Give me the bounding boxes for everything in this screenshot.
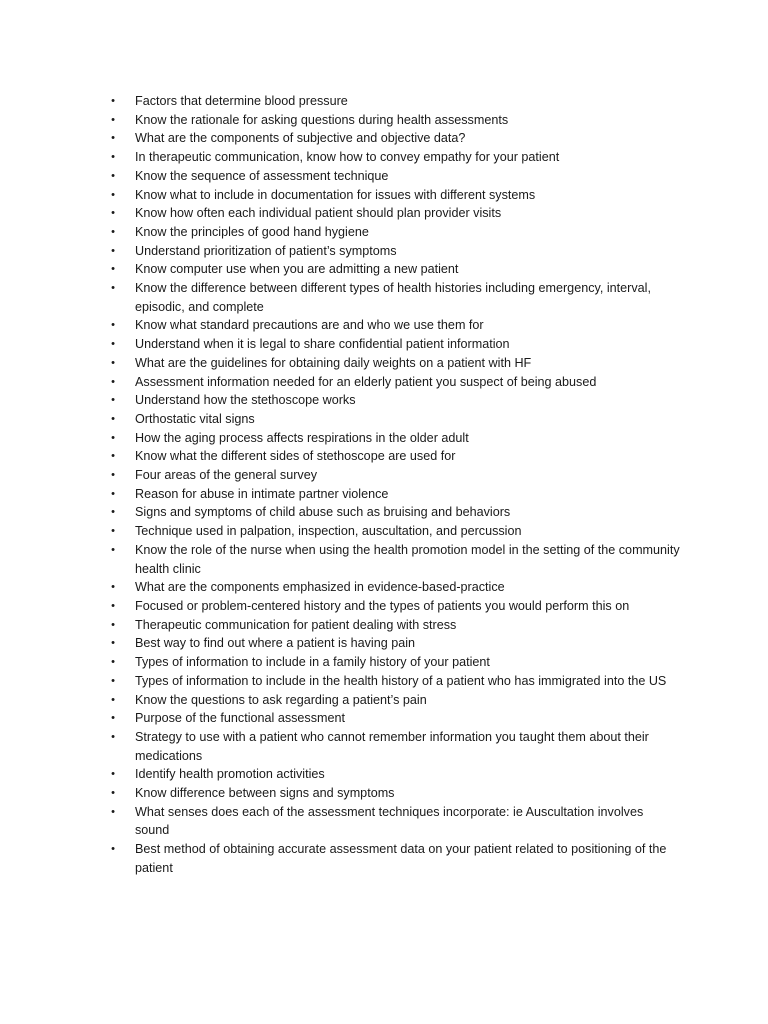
bullet-icon: • (111, 375, 115, 388)
list-item-text: Know the principles of good hand hygiene (135, 224, 369, 239)
list-item (108, 391, 680, 410)
bullet-icon: • (111, 674, 115, 687)
list-item (108, 803, 680, 840)
bullet-icon: • (111, 487, 115, 500)
list-item-text: Types of information to include in a family history of your patient (135, 655, 490, 670)
bullet-icon: • (111, 338, 115, 351)
bullet-icon: • (111, 450, 115, 463)
list-item (108, 223, 680, 242)
list-item (108, 597, 680, 616)
list-item-text: Know what to include in documentation for issues with different systems (135, 187, 536, 202)
list-item (108, 634, 680, 653)
bullet-icon: • (111, 319, 115, 332)
list-item-text: What are the components of subjective and objective data? (135, 131, 466, 146)
list-item (108, 522, 680, 541)
list-item-text: Orthostatic vital signs (135, 411, 255, 426)
list-item-text: Understand prioritization of patient’s symptoms (135, 243, 397, 258)
list-item (108, 503, 680, 522)
bullet-icon: • (111, 637, 115, 650)
list-item (108, 709, 680, 728)
list-item-text: Know the sequence of assessment technique (135, 168, 389, 183)
list-item (108, 204, 680, 223)
list-item (108, 653, 680, 672)
bullet-icon: • (111, 599, 115, 612)
bullet-icon: • (111, 843, 115, 856)
bullet-icon: • (111, 469, 115, 482)
bullet-icon: • (111, 169, 115, 182)
bullet-icon: • (111, 244, 115, 257)
list-item (108, 466, 680, 485)
bullet-icon: • (111, 581, 115, 594)
bullet-icon: • (111, 132, 115, 145)
bullet-icon: • (111, 95, 115, 107)
list-item (108, 335, 680, 354)
list-item-text: Best way to find out where a patient is having pain (135, 636, 416, 651)
list-item (108, 260, 680, 279)
bullet-icon: • (111, 113, 115, 126)
bullet-icon: • (111, 506, 115, 519)
list-item-text: How the aging process affects respirations in the older adult (135, 430, 469, 445)
list-item-text: Know the rationale for asking questions during health assessments (135, 112, 509, 127)
list-item-text: Know the questions to ask regarding a patient’s pain (135, 692, 427, 707)
list-item-text: Know computer use when you are admitting a new patient (135, 262, 459, 277)
list-item (108, 129, 680, 148)
bullet-icon: • (111, 618, 115, 631)
list-item-text: What are the guidelines for obtaining daily weights on a patient with HF (135, 355, 532, 370)
list-item (108, 840, 680, 877)
list-item-text: What senses does each of the assessment techniques incorporate: ie Auscultation involves sound (135, 804, 644, 838)
bullet-icon: • (111, 805, 115, 818)
list-item (108, 373, 680, 392)
list-item-text: Best method of obtaining accurate assessment data on your patient related to positioning of the patient (135, 842, 667, 875)
list-item (108, 578, 680, 597)
bullet-icon: • (111, 207, 115, 220)
bullet-icon: • (111, 356, 115, 369)
list-item-text: Focused or problem-centered history and the types of patients you would perform this on (135, 598, 630, 613)
list-item-text: Identify health promotion activities (135, 767, 325, 782)
list-item (108, 485, 680, 504)
list-item-text: Understand how the stethoscope works (135, 393, 356, 408)
list-item-text: Types of information to include in the health history of a patient who has immigrated into the US (135, 673, 667, 688)
list-item (108, 541, 680, 578)
bullet-icon: • (111, 787, 115, 800)
list-item-text: Factors that determine blood pressure (135, 94, 348, 108)
list-item (108, 186, 680, 205)
bullet-icon: • (111, 282, 115, 295)
list-item-text: Four areas of the general survey (135, 468, 318, 483)
list-item (108, 242, 680, 261)
bullet-icon: • (111, 693, 115, 706)
list-item (108, 111, 680, 130)
list-item (108, 148, 680, 167)
list-item-text: Know the role of the nurse when using the health promotion model in the setting of the community health clinic (135, 542, 680, 576)
bullet-icon: • (111, 543, 115, 556)
list-item-text: Know how often each individual patient should plan provider visits (135, 206, 502, 221)
list-item (108, 279, 680, 316)
list-item (108, 765, 680, 784)
list-item-text: Purpose of the functional assessment (135, 711, 346, 726)
list-item (108, 728, 680, 765)
bullet-list (108, 92, 680, 878)
list-item-text: Signs and symptoms of child abuse such as bruising and behaviors (135, 505, 511, 520)
list-item (108, 92, 680, 111)
bullet-icon: • (111, 768, 115, 781)
list-item-text: Know what standard precautions are and who we use them for (135, 318, 484, 333)
list-item-text: Know the difference between different types of health histories including emergency, interval, episodic, and complete (135, 281, 651, 314)
list-item (108, 616, 680, 635)
bullet-icon: • (111, 394, 115, 407)
bullet-icon: • (111, 431, 115, 444)
list-item (108, 354, 680, 373)
list-item-text: Know what the different sides of stethoscope are used for (135, 449, 456, 464)
list-item-text: Know difference between signs and symptoms (135, 786, 395, 801)
list-item-text: Assessment information needed for an elderly patient you suspect of being abused (135, 374, 597, 389)
bullet-icon: • (111, 225, 115, 238)
bullet-icon: • (111, 263, 115, 276)
bullet-icon: • (111, 412, 115, 425)
list-item-text: Reason for abuse in intimate partner violence (135, 486, 389, 501)
bullet-icon: • (111, 730, 115, 743)
bullet-icon: • (111, 712, 115, 725)
list-item (108, 167, 680, 186)
bullet-icon: • (111, 151, 115, 164)
list-item (108, 784, 680, 803)
bullet-icon: • (111, 188, 115, 201)
list-item-text: Understand when it is legal to share confidential patient information (135, 337, 510, 352)
list-item (108, 691, 680, 710)
list-item-text: Therapeutic communication for patient dealing with stress (135, 617, 457, 632)
list-item-text: What are the components emphasized in evidence-based-practice (135, 580, 505, 595)
list-item-text: Strategy to use with a patient who cannot remember information you taught them about their medications (135, 729, 649, 763)
list-item (108, 672, 680, 691)
list-item (108, 447, 680, 466)
list-item (108, 429, 680, 448)
bullet-icon: • (111, 656, 115, 669)
bullet-icon: • (111, 525, 115, 538)
list-item (108, 410, 680, 429)
list-item-text: In therapeutic communication, know how to convey empathy for your patient (135, 150, 560, 165)
list-item (108, 316, 680, 335)
list-item-text: Technique used in palpation, inspection, auscultation, and percussion (135, 524, 522, 539)
